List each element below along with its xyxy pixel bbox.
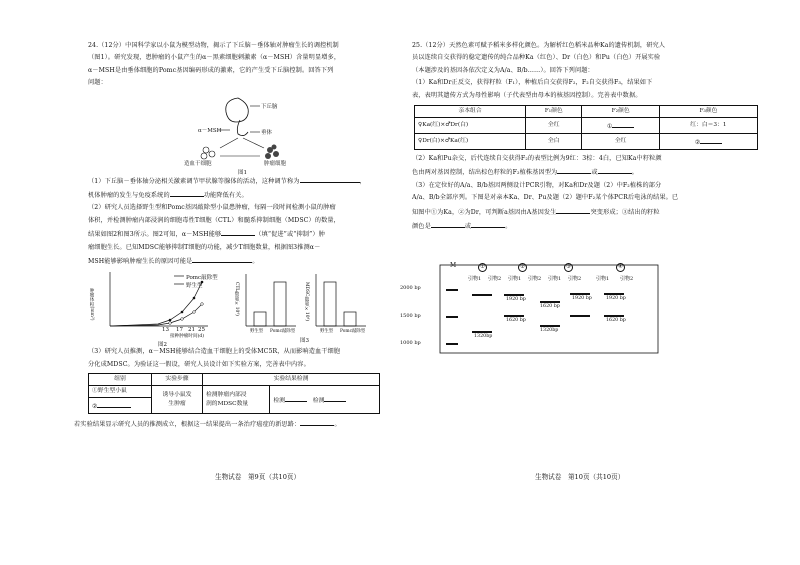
band-1320-a: 1320bp — [474, 334, 493, 339]
td-f3-1: 红：白＝3：1 — [659, 118, 757, 134]
q24-p3-1: （3）研究人员推测，α－MSH能够结合造血干细胞上的受体MC5R，从而影响造血干细胞 — [88, 348, 341, 356]
q25-p3-3: 知图中①为Ka，②为Dr，可判断a基因由A基因发生 突变形成；③结出的籽粒 — [412, 205, 760, 219]
q25-p2-2: 色由两对基因控制，结出棕色籽粒的F₂植株基因型为 或 。 — [412, 165, 760, 179]
q24-p2-4: 瘤细胞生长。已知MDSC能够抑制T细胞的功能，减少T细胞数量，根据图3推测α－ — [88, 243, 321, 251]
th-f2: F₂颜色 — [582, 106, 659, 118]
gel-primer-2d: 引物2 — [620, 276, 634, 282]
q25-p3-4: 颜色是 或 。 — [412, 219, 760, 233]
gel-primer-1b: 引物1 — [508, 276, 522, 282]
footer-page-9: 生物试卷 第9页（共10页） — [215, 473, 301, 481]
fig3-cat-wt-1: 野生型 — [250, 329, 264, 335]
gel-lane-4: ④ — [616, 263, 625, 272]
td-detect-desc: 检测肿瘤内部浸 润的MDSC数量 — [203, 386, 270, 414]
q24-p2-6: MSH能够影响肿瘤生长的原因可能是 。 — [88, 254, 386, 268]
gel-lane-2: ② — [518, 263, 527, 272]
q24-p2-2: 体积，并检测肿瘤内部浸润的细胞毒性T细胞（CTL）和髓系抑制细胞（MDSC）的数量， — [88, 216, 340, 224]
q24-header: 24.（12分）中国科学家以小鼠为模型动物，揭示了下丘脑－垂体轴对肿瘤生长的调控机制 — [88, 42, 339, 49]
td-group-1: ①野生型小鼠 — [89, 386, 152, 398]
fig2-legend-wt: 野生型 — [186, 283, 203, 290]
td-cross-2: ♀Dr(白)×♂Ka(红) — [415, 134, 526, 150]
q24-intro-4: 问题： — [88, 79, 107, 87]
gel-primer-2b: 引物2 — [528, 276, 542, 282]
q25-line2: 员以连续自交获得的稳定遗传的纯合品种Ka（红色）、Dr（白色）和Pu（白色）开展实验 — [412, 54, 661, 62]
q25-p1-2: 表，表明其遗传方式为母性影响（子代表型由母本的核基因控制）。完善表中数据。 — [412, 91, 642, 99]
q24-intro-2: （图1）。研究发现，患肿瘤的小鼠产生的α－黑素细胞刺激素（α－MSH）含量明显增多， — [88, 54, 341, 62]
q25-p3-2: A/a、B/b全部序列。下图是对亲本Ka、Dr、Pu及题（2）题中F₂某个体PCR后电泳的结果。已 — [412, 194, 679, 202]
gel-primer-1a: 引物1 — [468, 276, 482, 282]
td-step: 诱导小鼠发 生肿瘤 — [152, 386, 203, 414]
gel-primer-2c: 引物2 — [568, 276, 582, 282]
q24-p1-2: 机体肿瘤的发生与免疫系统的 功能降低有关。 — [88, 188, 386, 202]
label-tumor-cell: 肿瘤细胞 — [264, 160, 287, 167]
th-cross: 亲本组合 — [415, 106, 526, 118]
band-1920-b: 1920 bp — [572, 296, 592, 301]
q24-p3-2: 分化成MDSC。为验证这一假设，研究人员设计如下实验方案，完善表中内容。 — [88, 360, 310, 368]
gel-figure — [400, 262, 660, 355]
gel-lane-3: ③ — [564, 263, 573, 272]
q25-p1-1: （1）Ka和Dr正反交，获得籽粒（F₁），种植后自交获得F₂，F₂自交获得F₃，结果如下 — [412, 79, 653, 87]
fig3-ylabel-ctl: CTL数量(×10⁴) — [234, 282, 239, 317]
fig2-tick-13: 13 — [162, 327, 169, 334]
band-1620-b: 1620 bp — [540, 304, 560, 309]
q25-header: 25.（12分）天然色素可赋予稻米多样化颜色。为解析红色稻米品种Ka的遗传机制，研究人 — [412, 42, 666, 49]
ladder-1500: 1500 bp — [400, 313, 421, 319]
fig3-cat-wt-2: 野生型 — [320, 329, 334, 335]
gel-marker-label: M — [450, 262, 457, 269]
figure-1 — [88, 92, 386, 174]
gel-primer-1d: 引物1 — [596, 276, 610, 282]
td-f3-2: ② — [659, 134, 757, 150]
q25-table — [414, 105, 758, 150]
td-detect-blank: 检测 检测 — [270, 386, 380, 414]
band-1920-a: 1920 bp — [506, 297, 526, 302]
q25-p2-1: （2）Ka和Pu杂交，后代连续自交获得F₂的表型比例为9红：3棕：4白，已知Ka中籽粒颜 — [412, 155, 662, 163]
fig3-ylabel-mdsc: MDSC数量(×10⁴) — [304, 282, 309, 322]
band-1620-a: 1620 bp — [506, 318, 526, 323]
td-f2-2: 全红 — [582, 134, 659, 150]
q24-p2-1: （2）研究人员选择野生型和Pomc基因敲除型小鼠患肿瘤，每隔一段时间检测小鼠的肿瘤 — [88, 204, 336, 212]
th-detect: 实验结果检测 — [203, 374, 380, 386]
band-1620-c: 1620 bp — [606, 318, 626, 323]
footer-page-10: 生物试卷 第10页（共10页） — [535, 473, 625, 481]
label-pituitary: 垂体 — [261, 129, 273, 136]
figure-1-caption: 图1 — [238, 169, 247, 176]
td-f1-2: 全白 — [526, 134, 582, 150]
td-f2-1: ① — [582, 118, 659, 134]
q24-p1-1: （1）下丘脑－垂体轴分泌相关激素调节甲状腺等腺体的活动，这种调节称为 ， — [88, 174, 386, 188]
fig3-cat-ko-1: Pomc敲除型 — [270, 329, 296, 335]
th-step: 实验步骤 — [152, 374, 203, 386]
figures-2-3 — [88, 268, 386, 349]
gel-primer-2a: 引物2 — [488, 276, 502, 282]
q24-table — [88, 373, 380, 414]
ladder-1000: 1000 bp — [400, 340, 421, 346]
td-f1-1: 全红 — [526, 118, 582, 134]
label-hypothalamus: 下丘脑 — [261, 103, 278, 110]
fig2-ylabel: 肿瘤体积(mm³) — [89, 288, 94, 322]
gel-lane-1: ① — [478, 263, 487, 272]
td-cross-1: ♀Ka(红)×♂Dr(白) — [415, 118, 526, 134]
fig3-cat-ko-2: Pomc敲除型 — [340, 329, 366, 335]
q24-p4: 若实验结果显示研究人员的推测成立，根据这一结果提出一条治疗癌症的新思路： 。 — [74, 417, 386, 431]
fig3-caption: 图3 — [300, 338, 309, 345]
th-f3: F₃颜色 — [659, 106, 757, 118]
th-f1: F₁颜色 — [526, 106, 582, 118]
fig2-xlabel: 接种肿瘤时间(d) — [170, 334, 205, 340]
fig2-tick-21: 21 — [188, 327, 195, 334]
q24-p2-3: 结果如图2和图3所示。图2可知，α－MSH能够 （填“促进”或“抑制”）肿 — [88, 227, 386, 241]
figure-1-drawing — [88, 92, 388, 174]
fig2-legend-ko: Pomc敲除型 — [186, 275, 218, 282]
th-group: 组别 — [89, 374, 152, 386]
band-1320-b: 1320bp — [540, 328, 559, 333]
q24-intro-3: α－MSH是由垂体细胞的Pomc基因编码形成的激素，它的产生受下丘脑控制。回答下列 — [88, 66, 334, 74]
td-group-2: ② — [89, 398, 152, 414]
q25-p3-1: （3）在定位好的A/a、B/b基因两侧设计PCR引物，对Ka和Dr及题（2）中F₂植株的部分 — [412, 181, 662, 189]
band-1920-c: 1920 bp — [606, 296, 626, 301]
fig2-caption: 图2 — [158, 342, 167, 349]
ladder-2000: 2000 bp — [400, 285, 421, 291]
label-msh: α－MSH — [198, 127, 222, 134]
q25-line3: （本题涉及的基因各依次定义为A/a、B/b……）。回答下列问题： — [412, 66, 594, 74]
gel-primer-1c: 引物1 — [548, 276, 562, 282]
fig2-tick-25: 25 — [198, 327, 205, 334]
label-stem-cell: 造血干细胞 — [184, 160, 212, 167]
fig2-tick-17: 17 — [176, 327, 183, 334]
